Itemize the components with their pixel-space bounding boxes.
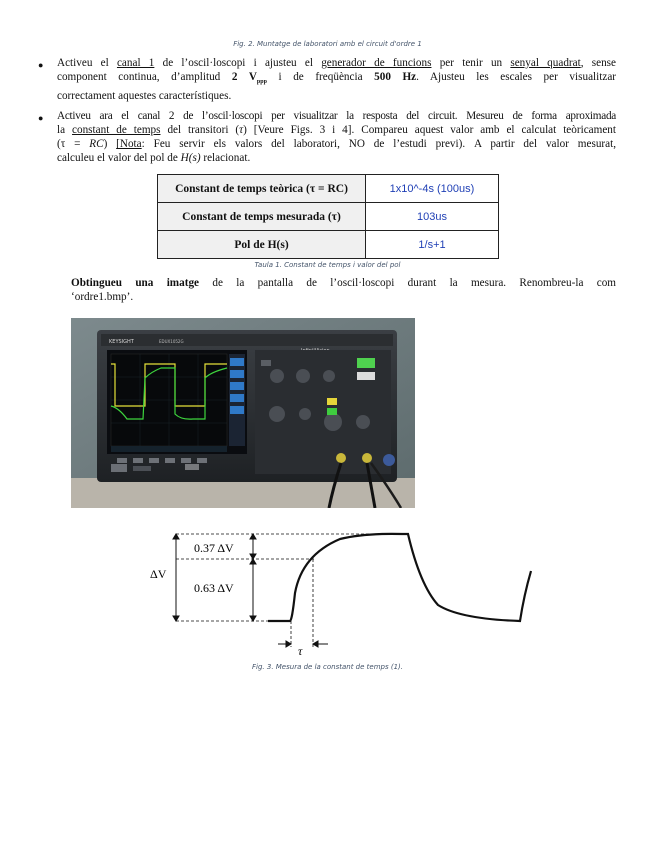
time-constant-table xyxy=(157,174,499,259)
bullet-dot: ● xyxy=(38,60,44,70)
table-label: Constant de temps teòrica (τ = RC) xyxy=(158,175,366,203)
response-curve xyxy=(268,534,531,621)
label-037: 0.37 ΔV xyxy=(194,541,234,555)
obtain-paragraph xyxy=(71,276,616,304)
obtain-line2: ‘ordre1.bmp’. xyxy=(71,291,134,303)
table-value: 1/s+1 xyxy=(366,231,499,259)
bullet1-line2: component continua, d’amplitud 2 $V_{ppp}$ i de freqüència 500 Hz. Ajusteu les escales per visualitzar xyxy=(57,71,617,86)
senyal-link: senyal quadrat xyxy=(510,57,581,69)
table-row xyxy=(158,175,499,203)
bullet2-line3: (τ = RC) [Nota: Feu servir els valors del laboratori, NO de l’estudi previ). A partir del valor mesurat, xyxy=(57,138,617,150)
time-constant-diagram xyxy=(140,525,540,660)
fig3-caption: Fig. 3. Mesura de la constant de temps (1). xyxy=(252,663,403,671)
table-row xyxy=(158,231,499,259)
table-value: 103us xyxy=(366,203,499,231)
label-delta-v: ΔV xyxy=(150,567,167,581)
bullet2-line1: Activeu ara el canal 2 de l’oscil·loscopi per visualitzar la resposta del circuit. Mesureu de forma aproximada xyxy=(57,110,616,122)
scope-brand: KEYSIGHT xyxy=(109,339,134,345)
label-tau: τ xyxy=(298,644,303,658)
canal1-link: canal 1 xyxy=(116,57,155,69)
bullet1-line1: Activeu el canal 1 de l’oscil·loscopi i ajusteu el generador de funcions per tenir un senyal quadrat, sense xyxy=(57,57,616,69)
table-label: Constant de temps mesurada (τ) xyxy=(158,203,366,231)
fig2-caption: Fig. 2. Muntatge de laboratori amb el circuit d'ordre 1 xyxy=(233,40,422,48)
scope-model: EDUX1052G xyxy=(159,339,184,344)
generador-link: generador de funcions xyxy=(321,57,432,69)
run-stop-button xyxy=(357,358,375,368)
bullet1-line3: correctament aquestes característiques. xyxy=(57,90,232,103)
bullet-dot: ● xyxy=(38,113,44,123)
label-063: 0.63 ΔV xyxy=(194,581,234,595)
table-row xyxy=(158,203,499,231)
oscilloscope-photo xyxy=(71,318,415,508)
bullet2-paragraph xyxy=(57,109,616,165)
table-value: 1x10^-4s (100us) xyxy=(366,175,499,203)
bullet1-paragraph xyxy=(57,56,616,103)
bullet2-line2: la constant de temps del transitori (τ) [Veure Figs. 3 i 4]. Compareu aquest valor amb el calculat teòricament xyxy=(57,124,616,136)
obtain-line1: Obtingueu una imatge de la pantalla de l’oscil·loscopi durant la mesura. Renombreu-la com xyxy=(71,277,617,289)
table-caption: Taula 1. Constant de temps i valor del pol xyxy=(254,261,401,269)
table-label: Pol de H(s) xyxy=(158,231,366,259)
bullet2-line4: calculeu el valor del pol de H(s) relacionat. xyxy=(57,152,251,164)
